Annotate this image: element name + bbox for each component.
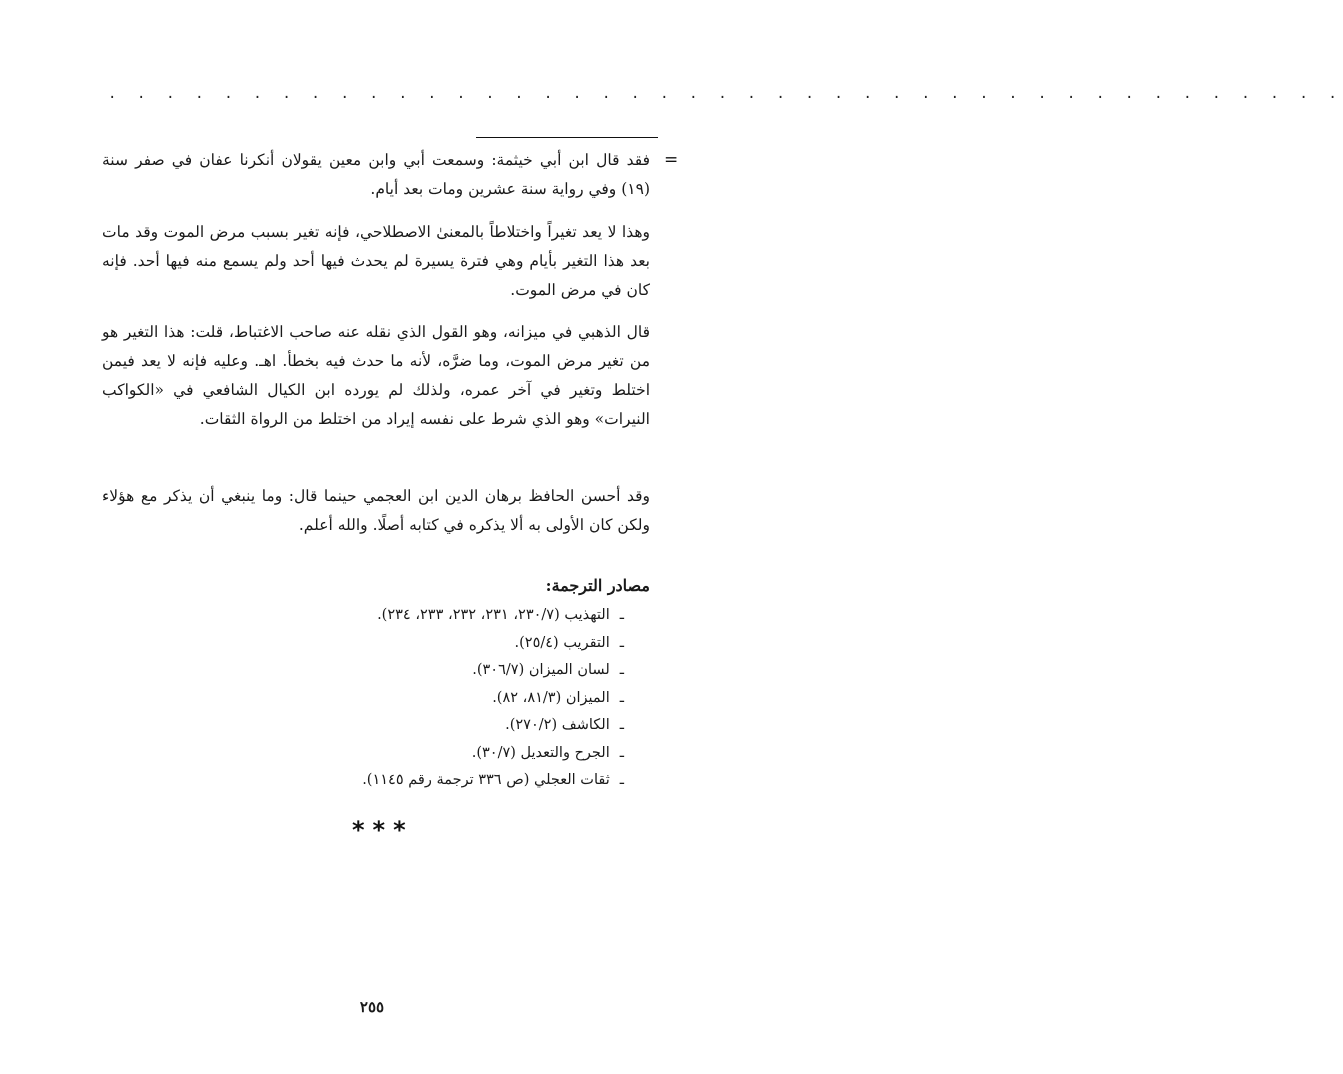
list-dash: ـ [619,607,624,623]
footnote-rule [476,137,658,138]
paragraph-2: وهذا لا يعد تغيراً واختلاطاً بالمعنىٰ الاصطلاحي، فإنه تغير بسبب مرض الموت وقد مات بعد هذا التغير بأيام وهي فترة يسيرة لم يحدث فيها أحد ولم يسمع منه فيها أحد. فإنه كان في مرض الموت. [102,223,650,299]
list-dash: ـ [619,744,624,761]
source-text: التقريب (٢٥/٤). [514,634,610,651]
sources-heading: مصادر الترجمة: [545,576,650,595]
list-dash: ـ [619,634,624,651]
paragraph-1: فقد قال ابن أبي خيثمة: وسمعت أبي وابن معين يقولان أنكرنا عفان في صفر سنة (١٩) وفي رواية سنة عشرين ومات بعد أيام. [102,151,650,198]
paragraph-4: وقد أحسن الحافظ برهان الدين ابن العجمي حينما قال: وما ينبغي أن يذكر مع هؤلاء ولكن كان الأولى به ألا يذكره في كتابه أصلًا. والله أعلم. [102,487,650,534]
list-dash: ـ [619,689,624,706]
list-dash: ـ [619,717,624,733]
source-text: ثقات العجلي (ص ٣٣٦ ترجمة رقم ١١٤٥). [362,772,610,788]
page-number: ٢٥٥ [359,998,385,1016]
continuation-mark: = [664,150,679,170]
source-item [224,657,624,685]
source-item [224,602,624,630]
source-item [224,767,624,795]
paragraph-3: قال الذهبي في ميزانه، وهو القول الذي نقله عنه صاحب الاغتباط، قلت: هذا التغير هو من تغير مرض الموت، وما ضرَّه، لأنه ما حدث فيه بخطأ. اهـ. وعليه فإنه لا يعد فيمن اختلط وتغير في آخر عمره، ولذلك لم يورده ابن الكيال الشافعي في «الكواكب النيرات» وهو الذي شرط على نفسه إيراد من اختلط من الرواة الثقات. [102,323,650,428]
source-text: الميزان (٨١/٣، ٨٢). [492,689,610,706]
leader-dots: . . . . . . . . . . . . . . . . . . . . . . . . . . . . . . . . . . . . . . . . . . . [108,86,1343,102]
source-item [224,630,624,658]
source-item [224,740,624,768]
source-text: لسان الميزان (٣٠٦/٧). [472,662,610,678]
source-text: التهذيب (٢٣٠/٧، ٢٣١، ٢٣٢، ٢٣٣، ٢٣٤). [377,607,610,623]
source-item [224,685,624,713]
source-item [224,712,624,740]
list-dash: ـ [619,662,624,678]
list-dash: ـ [619,772,624,788]
sources-list [224,602,624,795]
section-separator: *** [352,816,414,844]
source-text: الجرح والتعديل (٣٠/٧). [471,744,610,761]
source-text: الكاشف (٢٧٠/٢). [505,717,610,733]
